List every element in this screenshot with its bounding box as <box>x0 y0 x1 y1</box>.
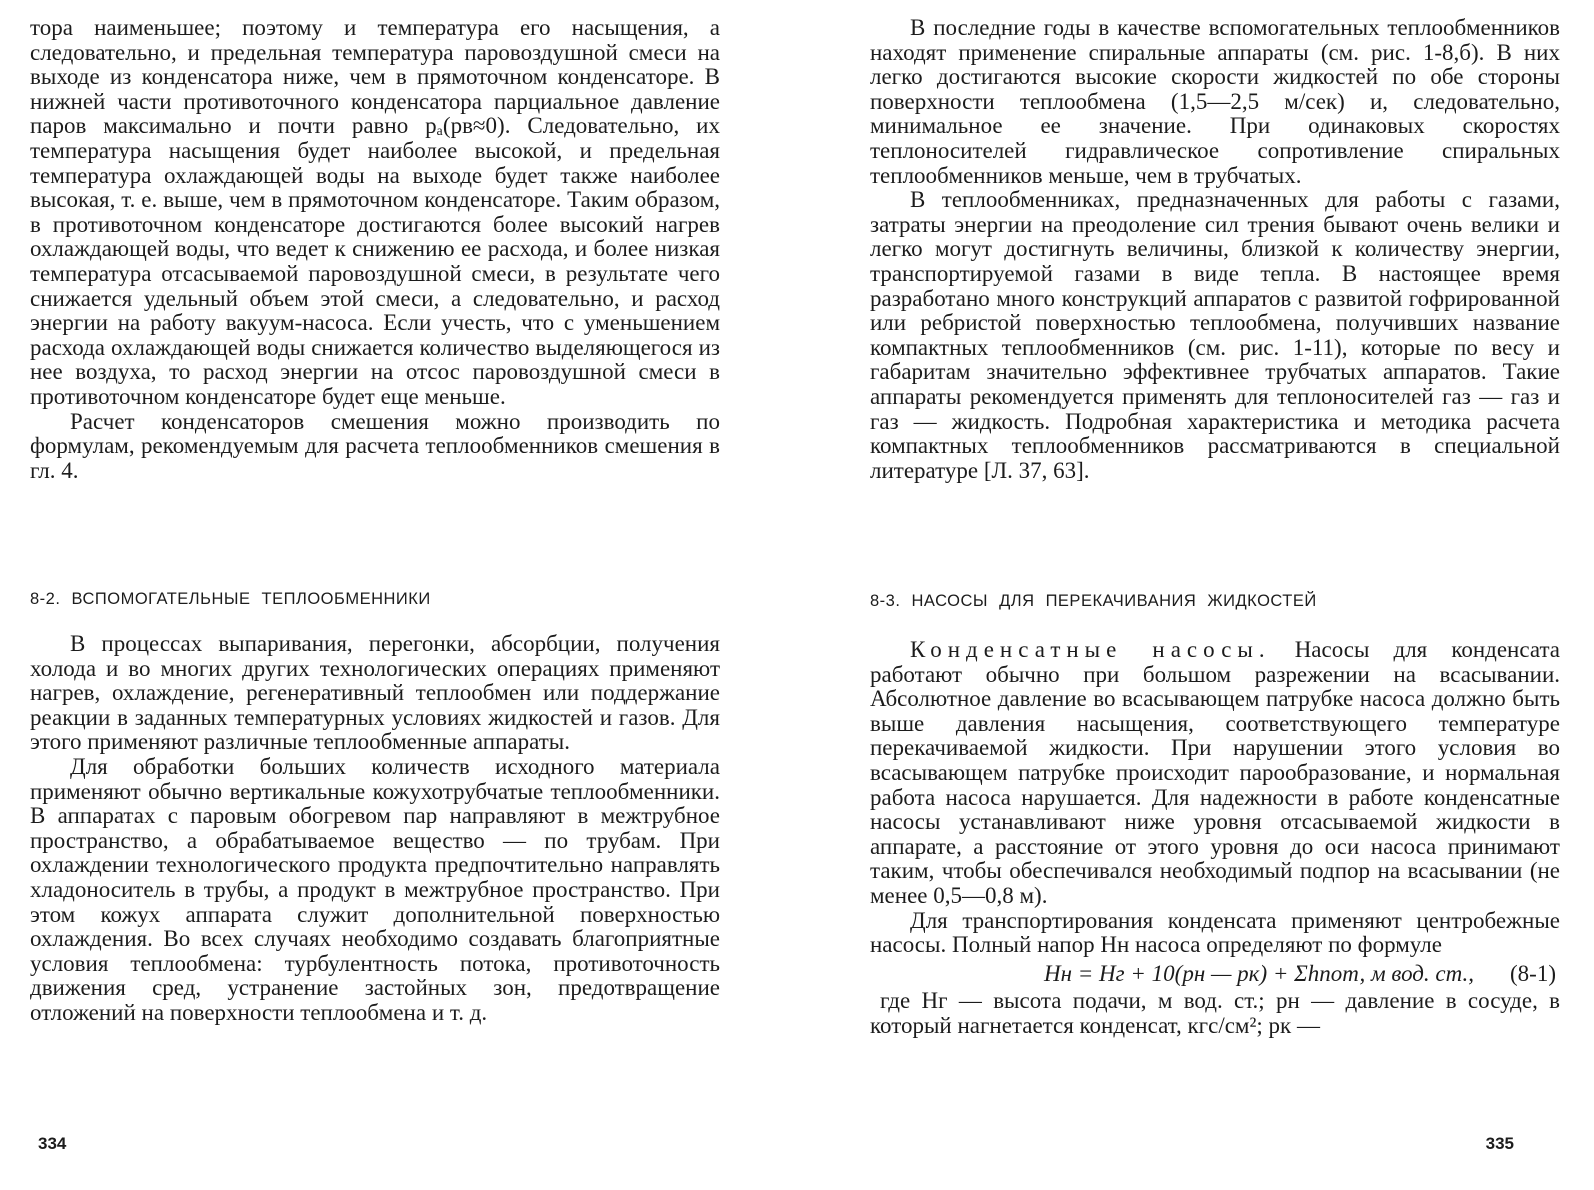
run-in-heading: Конденсатные насосы. <box>910 637 1271 662</box>
paragraph-where: где Hг — высота подачи, м вод. ст.; pн — давление в сосуде, в который нагнетается конденсат, кгс/см²; pк — <box>870 988 1560 1038</box>
left-body-top <box>30 16 720 483</box>
page-number-left: 334 <box>38 1134 67 1153</box>
formula-expression: Hн = Hг + 10(pн — pк) + Σhпот, м вод. ст., <box>1044 960 1475 986</box>
paragraph-processes: В процессах выпаривания, перегонки, абсорбции, получения холода и во многих других технологических операциях применяют нагрев, охлаждение, регенеративный теплообмен или поддержание реакции в заданных температурных условиях жидкостей и газов. Для этого применяют различные теплообменные аппараты. <box>30 631 720 755</box>
paragraph-gases: В теплообменниках, предназначенных для работы с газами, затраты энергии на преодоление сил трения бывают очень велики и легко могут достигнуть величины, близкой к количеству энергии, транспортируемой газами в виде тепла. В настоящее время разработано много конструкций аппаратов с развитой гофрированной или ребристой поверхностью теплообмена, получивших название компактных теплообменников (см. рис. 1-11), которые по весу и габаритам значительно эффективнее трубчатых аппаратов. Такие аппараты рекомендуется применять для теплоносителей газ — газ и газ — жидкость. Подробная характеристика и методика расчета компактных теплообменников рассматриваются в специальной литературе [Л. 37, 63]. <box>870 187 1560 483</box>
formula-8-1 <box>870 962 1560 987</box>
right-page <box>870 0 1560 1190</box>
paragraph-condensate-pumps <box>870 638 1560 909</box>
paragraph-calculation: Расчет конденсаторов смешения можно производить по формулам, рекомендуемым для расчета теплообменников смешения в гл. 4. <box>30 408 720 483</box>
section-heading-8-3: 8-3. НАСОСЫ ДЛЯ ПЕРЕКАЧИВАНИЯ ЖИДКОСТЕЙ <box>870 592 1317 610</box>
condensate-text: Насосы для конденсата работают обычно при большом разрежении на всасывании. Абсолютное давление во всасывающем патрубке насоса должно быть выше давления насыщения, соответствующего температуре перекачиваемой жидкости. При нарушении этого условия во всасывающем патрубке происходит парообразование, и нормальная работа насоса нарушается. Для надежности в работе конденсатные насосы устанавливают ниже уровня отсасываемой жидкости в аппарате, а расстояние от этого уровня до оси насоса принимают таким, чтобы обеспечивался необходимый подпор на всасывании (не менее 0,5—0,8 м). <box>870 637 1561 908</box>
right-body-bottom <box>870 638 1560 1039</box>
right-body-top <box>870 16 1560 483</box>
formula-number: (8-1) <box>1510 960 1556 986</box>
left-body-bottom <box>30 632 720 1026</box>
page-number-right: 335 <box>1485 1134 1514 1153</box>
paragraph-large-quantities: Для обработки больших количеств исходного материала применяют обычно вертикальные кожухотрубчатые теплообменники. В аппаратах с паровым обогревом пар направляют в межтрубное пространство, а обрабатываемое вещество — по трубам. При охлаждении технологического продукта предпочтительно направлять хладоноситель в трубы, а продукт в межтрубное пространство. При этом кожух аппарата служит дополнительной поверхностью охлаждения. Во всех случаях необходимо создавать благоприятные условия теплообмена: турбулентность потока, противоточность движения сред, устранение застойных зон, предотвращение отложений на поверхности теплообмена и т. д. <box>30 753 720 1025</box>
paragraph-transport: Для транспортирования конденсата применяют центробежные насосы. Полный напор Hн насоса определяют по формуле <box>870 907 1560 958</box>
left-page <box>30 0 720 1190</box>
paragraph-continuation: тора наименьшее; поэтому и температура его насыщения, а следовательно, и предельная температура паровоздушной смеси на выходе из конденсатора ниже, чем в прямоточном конденсаторе. В нижней части противоточного конденсатора парциальное давление паров максимально и почти равно pₐ(pв≈0). Следовательно, их температура насыщения будет наиболее высокой, и предельная температура охлаждающей воды на выходе будет также наиболее высокая, т. е. выше, чем в прямоточном конденсаторе. Таким образом, в противоточном конденсаторе достигаются более высокий нагрев охлаждающей воды, что ведет к снижению ее расхода, и более низкая температура отсасываемой паровоздушной смеси, в результате чего снижается удельный объем этой смеси, а следовательно, и расход энергии на работу вакуум-насоса. Если учесть, что с уменьшением расхода охлаждающей воды снижается количество выделяющегося из нее воздуха, то расход энергии на отсос паровоздушной смеси в противоточном конденсаторе будет еще меньше. <box>30 15 720 409</box>
section-heading-8-2: 8-2. ВСПОМОГАТЕЛЬНЫЕ ТЕПЛООБМЕННИКИ <box>30 590 431 608</box>
paragraph-spiral: В последние годы в качестве вспомогательных теплообменников находят применение спиральные аппараты (см. рис. 1-8,б). В них легко достигаются высокие скорости жидкостей по обе стороны поверхности теплообмена (1,5—2,5 м/сек) и, следовательно, минимальное ее значение. При одинаковых скоростях теплоносителей гидравлическое сопротивление спиральных теплообменников меньше, чем в трубчатых. <box>870 15 1560 188</box>
